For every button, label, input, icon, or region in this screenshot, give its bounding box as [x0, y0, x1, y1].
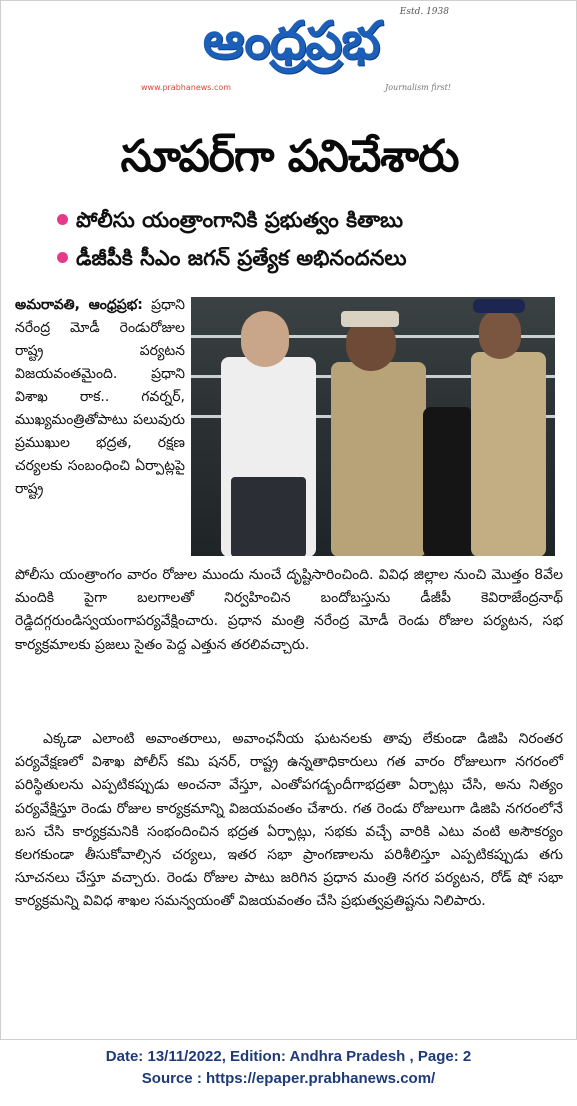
officer-figure [331, 362, 426, 556]
source-link[interactable]: Source : https://epaper.prabhanews.com/ [141, 1070, 436, 1087]
subheading-bullet [57, 206, 403, 234]
bullet-dot-icon [57, 252, 68, 263]
edition-info: Date: 13/11/2022, Edition: Andhra Pradesh , Page: 2 [105, 1048, 472, 1065]
officer-figure [471, 352, 546, 556]
officer-head [479, 309, 521, 359]
article-body-paragraph: ఎక్కడా ఎలాంటి అవాంతరాలు, అవాంఛనీయ ఘటనలకు తావు లేకుండా డిజిపి నిరంతర పర్యవేక్షణలో విశాఖ పోలీస్ కమి షనర్, రాష్ట్ర ఉన్నతాధికారులు గత వారం రోజులుగా నగరంలో పరిస్థితులను ఎప్పటికప్పుడు అంచనా వేస్తూ, ఎంతోపగడ్బందీగాభద్రతా ఏర్పాట్లు చేసి, అను నిత్యం పర్యవేక్షిస్తూ రెండు రోజుల కార్యక్రమాన్ని విజయవంతం చేశారు. గత రెండు రోజులుగా డిజిపి నగరంలోనే బస చేసి కార్యక్రమనికి సంభందించిన భద్రత ఏర్పాట్లు, సభకు వచ్చే వారికి ఎటు వంటి అసౌకర్యం కలగకుండా తీసుకోవాల్సిన చర్యలు, ఇతర సభా ప్రాంగణాలను పరిశీలిస్తూ ఎప్పటికప్పుడు తగు సూచనలు చేస్తూ వచ్చారు. రెండు రోజుల పాటు జరిగిన ప్రధాన మంత్రి నగర పర్యటన, రోడ్ షో సభా కార్యక్రమన్ని వివిధ శాఖల సమన్వయంతో విజయవంతం చేసి ప్రభుత్వప్రతిష్టను నిలిపారు. [15, 731, 563, 910]
subheading-text: పోలీసు యంత్రాంగానికి ప్రభుత్వం కితాబు [76, 208, 404, 232]
officer-beret [473, 299, 525, 313]
article-intro [15, 294, 185, 501]
person-head [241, 311, 289, 367]
established-year: Estd. 1938 [399, 7, 449, 17]
news-photo [191, 297, 555, 556]
newspaper-logo: ఆంధ్రప్రభ [202, 11, 380, 71]
clipping-footer [0, 1046, 577, 1090]
tagline: Journalism first! [385, 83, 451, 92]
person-figure [423, 407, 473, 556]
officer-cap [341, 311, 399, 327]
subheading-bullet [57, 244, 407, 272]
dateline: అమరావతి, ఆంధ్రప్రభ: [15, 297, 143, 313]
article-headline: సూపర్‌గా పనిచేశారు [120, 131, 459, 182]
masthead [141, 7, 451, 92]
intro-text: ప్రధాని నరేంద్ర మోడీ రెండురోజుల రాష్ట్ర పర్యటన విజయవంతమైంది. ప్రధాని విశాఖ రాక.. గవర్నర్, ముఖ్యమంత్రితోపాటు పలువురు ప్రముఖుల భద్రత, రక్షణ చర్యలకు సంబంధించి ఏర్పాట్లపై రాష్ట్ర [15, 297, 185, 497]
bullet-dot-icon [57, 214, 68, 225]
subheading-text: డీజీపీకి సీఎం జగన్ ప్రత్యేక అభినందనలు [76, 246, 407, 270]
website-label: www.prabhanews.com [141, 83, 232, 92]
person-trousers [231, 477, 306, 556]
article-body-paragraph: పోలీసు యంత్రాంగం వారం రోజుల ముందు నుంచే దృష్టిసారించింది. వివిధ జిల్లాల నుంచి మొత్తం 8వేల మందికి పైగా బలగాలతో నిర్వహించిన బందోబస్తును డీజీపీ కెవిరాజేంద్రనాథ్ రెడ్డిదగ్గరుండిస్వయంగాపర్యవేక్షించారు. ప్రధాన మంత్రి నరేంద్ర మోడీ రెండు రోజుల పర్యటన, సభ కార్యక్రమాలకు ప్రజలు సైతం పెద్ద ఎత్తున తరలివచ్చారు. [15, 567, 563, 653]
